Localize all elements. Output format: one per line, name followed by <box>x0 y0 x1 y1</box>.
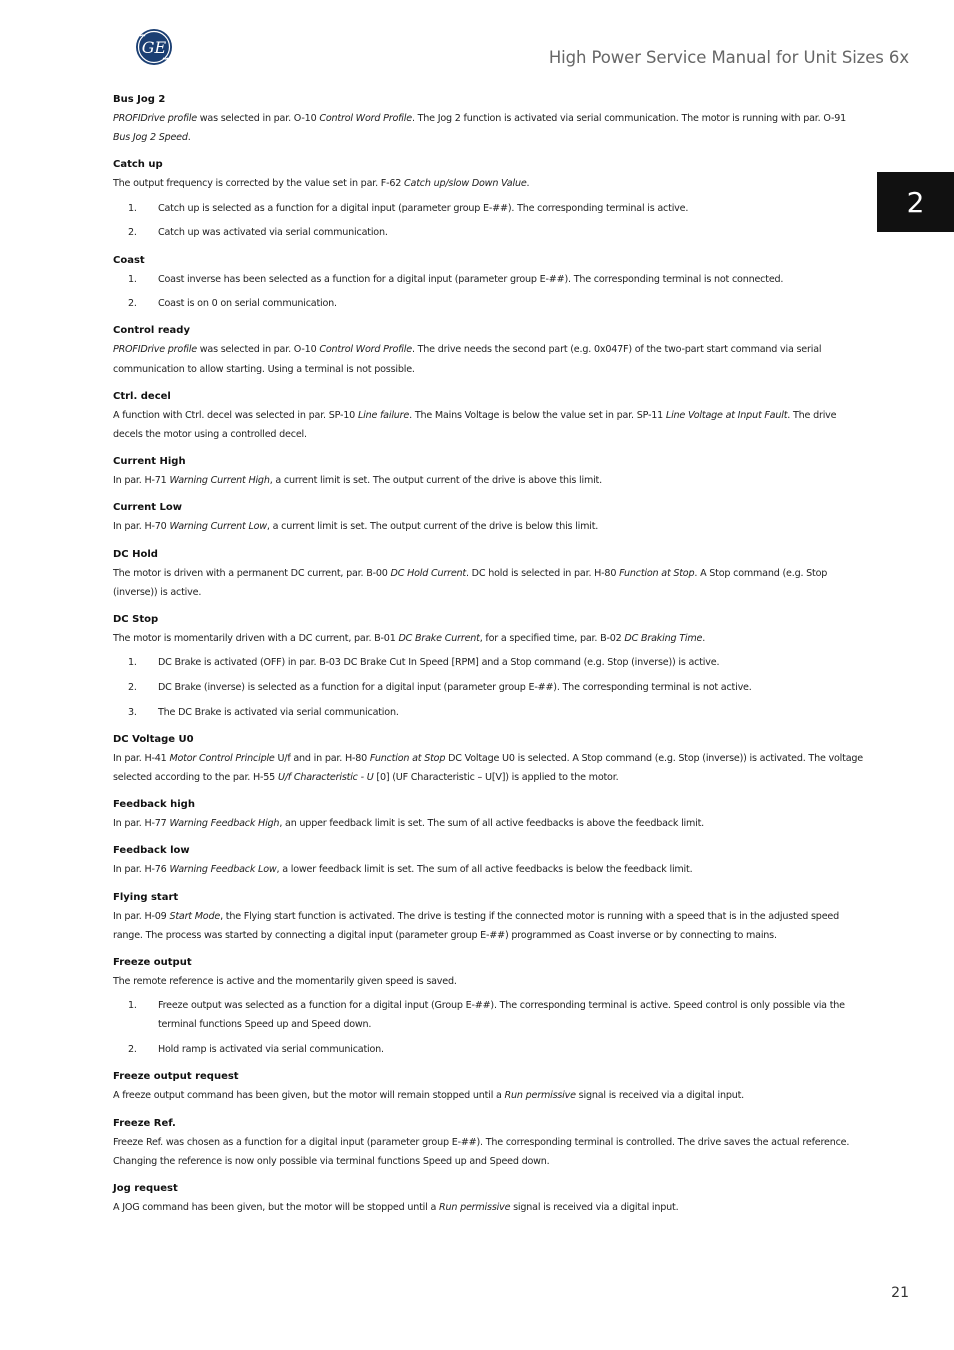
text-run: . <box>187 132 191 144</box>
text-run: A function with Ctrl. decel was selected in par. SP-10 <box>113 409 358 421</box>
section-title: Coast <box>113 254 145 266</box>
text-run: . The Jog 2 function is activated via serial communication. The motor is running with par. O-91 <box>411 113 847 124</box>
section-title: Freeze Ref. <box>113 1117 176 1129</box>
section-title: Current Low <box>113 502 182 514</box>
section <box>113 796 864 833</box>
section <box>113 1068 864 1105</box>
section <box>113 499 864 536</box>
section-title: Bus Jog 2 <box>113 94 166 105</box>
list-item <box>113 199 864 218</box>
paragraph <box>113 972 864 991</box>
section <box>113 611 864 722</box>
list-item-text: Coast is on 0 on serial communication. <box>158 298 337 310</box>
paragraph <box>113 471 864 490</box>
text-run: The remote reference is active and the momentarily given speed is saved. <box>113 976 457 988</box>
section-title: Flying start <box>113 891 179 903</box>
list-item <box>113 678 864 697</box>
ge-logo-icon <box>135 28 173 66</box>
text-run: was selected in par. O-10 <box>196 113 320 124</box>
italic-text: DC Braking Time <box>624 633 703 645</box>
section-title: DC Voltage U0 <box>113 733 194 745</box>
text-run: . <box>702 633 706 645</box>
list-item-text: Freeze output was selected as a function for a digital input (Group E-##). The corresponding terminal is active. Speed control is only possible via the terminal functions Speed up and Speed down. <box>158 1000 845 1031</box>
list-item-text: Coast inverse has been selected as a function for a digital input (parameter group E-##). The corresponding terminal is not connected. <box>158 273 784 285</box>
numbered-list <box>113 996 864 1059</box>
italic-text: PROFIDrive profile <box>113 344 197 356</box>
text-run: and a Stop command (e.g. Stop (inverse)) is active. <box>478 657 720 669</box>
section <box>113 156 864 242</box>
chapter-tab <box>877 172 954 232</box>
italic-text: DC Brake Cut In Speed [RPM] <box>343 657 479 669</box>
paragraph <box>113 907 864 945</box>
section <box>113 453 864 490</box>
section <box>113 91 864 147</box>
text-run: . <box>526 178 530 190</box>
italic-text: Control Word Profile <box>319 344 412 356</box>
page-number: 21 <box>891 1285 909 1301</box>
section-title: Current High <box>113 456 186 468</box>
section-title: DC Hold <box>113 548 158 560</box>
text-run: signal is received via a digital input. <box>575 1090 745 1102</box>
section <box>113 731 864 787</box>
list-number: 1. <box>128 273 137 285</box>
text-run: DC Brake is activated (OFF) in par. B-03 <box>158 657 344 669</box>
italic-text: Function at Stop <box>369 752 446 764</box>
section-title: Freeze output <box>113 957 192 969</box>
numbered-list <box>113 199 864 243</box>
italic-text: Line Voltage at Input Fault <box>665 409 788 421</box>
section-title: Control ready <box>113 325 190 337</box>
paragraph <box>113 174 864 193</box>
text-run: Freeze Ref. was chosen as a function for a digital input (parameter group E-##). The corresponding terminal is controlled. The drive saves the actual reference. Changing the reference is now only possible via terminal functions Speed up and Speed down. <box>113 1136 850 1167</box>
text-run: , for a specified time, par. B-02 <box>479 633 625 645</box>
list-number: 1. <box>128 202 137 214</box>
list-item-text: Catch up is selected as a function for a digital input (parameter group E-##). The corresponding terminal is active. <box>158 202 689 214</box>
section <box>113 1115 864 1171</box>
header-title: High Power Service Manual for Unit Sizes 6x <box>548 48 909 67</box>
text-run: . A Stop command (e.g. Stop (inverse)) is active. <box>113 567 828 598</box>
list-number: 2. <box>128 227 137 239</box>
paragraph <box>113 1198 864 1217</box>
paragraph <box>113 814 864 833</box>
numbered-list <box>113 270 864 314</box>
section <box>113 252 864 314</box>
text-run: , a lower feedback limit is set. The sum of all active feedbacks is below the feedback limit. <box>276 864 693 876</box>
text-run: DC Voltage U0 is selected. A Stop command (e.g. Stop (inverse)) is activated. The voltage selected according to the par. H-55 <box>113 752 863 784</box>
italic-text: Function at Stop <box>619 567 695 579</box>
section-title: DC Stop <box>113 614 159 626</box>
paragraph <box>113 1133 864 1171</box>
list-item <box>113 270 864 289</box>
text-run: , a current limit is set. The output current of the drive is above this limit. <box>269 475 602 487</box>
list-item-text <box>158 657 719 668</box>
section <box>113 954 864 1059</box>
text-run: . DC hold is selected in par. H-80 <box>465 567 620 579</box>
text-run: , the Flying start function is activated. The drive is testing if the connected motor is running with a speed that is in the adjusted speed range. The process was started by connecting a digital input (parameter group E-##) programmed as Coast inverse or by connecting to mains. <box>113 910 839 941</box>
list-number: 3. <box>128 706 137 718</box>
section-title: Catch up <box>113 159 163 171</box>
paragraph <box>113 749 864 787</box>
italic-text: DC Brake Current <box>398 633 480 645</box>
text-run: In par. H-70 <box>113 521 170 533</box>
list-number: 1. <box>128 1000 137 1012</box>
text-run: In par. H-76 <box>113 864 170 876</box>
text-run: U/f and in par. H-80 <box>274 752 370 764</box>
italic-text: Warning Current Low <box>169 521 267 533</box>
text-run: A JOG command has been given, but the motor will be stopped until a <box>113 1202 439 1213</box>
italic-text: PROFIDrive profile <box>113 113 197 124</box>
italic-text: Run permissive <box>504 1090 576 1102</box>
section <box>113 889 864 945</box>
list-item <box>113 703 864 722</box>
main-content <box>113 91 864 1226</box>
section-title: Ctrl. decel <box>113 390 171 402</box>
list-item <box>113 223 864 242</box>
text-run: [0] (UF Characteristic – U[V]) is applied to the motor. <box>373 772 619 784</box>
italic-text: Run permissive <box>439 1202 511 1213</box>
italic-text: Bus Jog 2 Speed <box>113 132 188 144</box>
italic-text: U/f Characteristic - U <box>277 772 374 784</box>
paragraph <box>113 564 864 602</box>
section <box>113 842 864 879</box>
list-number: 2. <box>128 681 137 693</box>
paragraph <box>113 629 864 648</box>
list-number: 2. <box>128 298 137 310</box>
paragraph <box>113 340 864 378</box>
section <box>113 388 864 444</box>
section <box>113 1180 864 1217</box>
text-run: . The drive needs the second part (e.g. 0x047F) of the two-part start command via serial communication to allow starting. Using a terminal is not possible. <box>113 344 822 375</box>
list-item-text: DC Brake (inverse) is selected as a function for a digital input (parameter group E-##). The corresponding terminal is not active. <box>158 681 752 693</box>
text-run: The output frequency is corrected by the value set in par. F-62 <box>113 178 405 190</box>
logo-text: GE <box>141 38 167 57</box>
list-item <box>113 294 864 313</box>
text-run: The motor is driven with a permanent DC current, par. B-00 <box>113 567 391 579</box>
italic-text: Warning Current High <box>169 475 270 487</box>
italic-text: Motor Control Principle <box>169 752 275 764</box>
paragraph <box>113 109 864 147</box>
text-run: , an upper feedback limit is set. The sum of all active feedbacks is above the feedback limit. <box>279 818 705 830</box>
italic-text: Start Mode <box>169 910 221 922</box>
list-item <box>113 1040 864 1059</box>
italic-text: Control Word Profile <box>319 113 412 124</box>
text-run: In par. H-41 <box>113 752 170 764</box>
chapter-number: 2 <box>906 185 925 219</box>
section <box>113 322 864 378</box>
italic-text: Warning Feedback Low <box>169 864 277 876</box>
text-run: In par. H-71 <box>113 475 170 487</box>
text-run: In par. H-77 <box>113 818 170 830</box>
paragraph <box>113 1086 864 1105</box>
text-run: . The Mains Voltage is below the value set in par. SP-11 <box>409 409 666 421</box>
text-run: A freeze output command has been given, but the motor will remain stopped until a <box>113 1090 505 1102</box>
paragraph <box>113 860 864 879</box>
numbered-list <box>113 653 864 722</box>
italic-text: Line failure <box>357 409 410 421</box>
list-item <box>113 996 864 1034</box>
section-title: Feedback high <box>113 799 195 811</box>
list-item-text: The DC Brake is activated via serial communication. <box>158 706 399 718</box>
text-run: was selected in par. O-10 <box>196 344 320 356</box>
list-number: 1. <box>128 657 137 669</box>
list-number: 2. <box>128 1044 137 1056</box>
text-run: , a current limit is set. The output current of the drive is below this limit. <box>266 521 599 533</box>
section-title: Feedback low <box>113 845 190 857</box>
list-item <box>113 653 864 672</box>
section <box>113 546 864 602</box>
italic-text: Catch up/slow Down Value <box>404 178 527 190</box>
italic-text: DC Hold Current <box>390 567 466 579</box>
section-title: Freeze output request <box>113 1071 239 1083</box>
text-run: The motor is momentarily driven with a DC current, par. B-01 <box>113 633 399 645</box>
paragraph <box>113 517 864 536</box>
italic-text: Warning Feedback High <box>169 818 280 830</box>
text-run: . The drive decels the motor using a controlled decel. <box>113 409 837 441</box>
paragraph <box>113 406 864 444</box>
section-title: Jog request <box>113 1183 178 1194</box>
list-item-text: Hold ramp is activated via serial communication. <box>158 1044 384 1056</box>
text-run: In par. H-09 <box>113 910 170 922</box>
list-item-text: Catch up was activated via serial communication. <box>158 227 388 239</box>
text-run: signal is received via a digital input. <box>510 1202 679 1213</box>
